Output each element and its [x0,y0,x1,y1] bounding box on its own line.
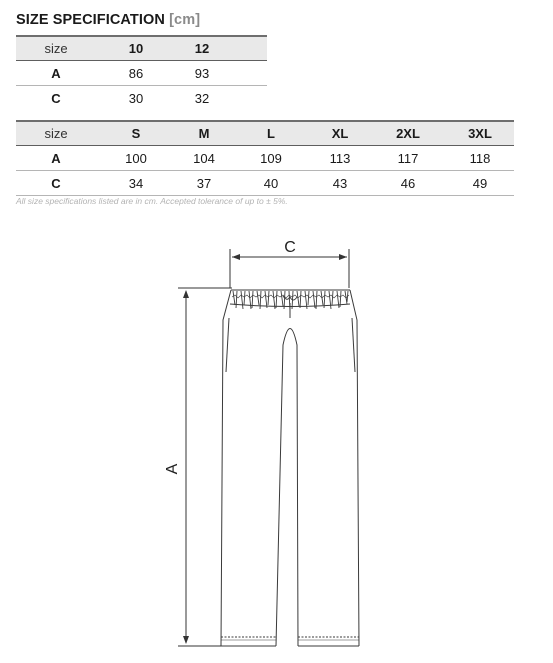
row-label: C [16,171,96,196]
dimension-c-label: C [284,239,296,256]
tolerance-note: All size specifications listed are in cm. Accepted tolerance of up to ± 5%. [16,196,288,206]
table-cell: 113 [310,146,370,171]
table-cell: 93 [176,61,228,86]
header-cell: 3XL [446,121,514,146]
table-cell: 32 [194,90,210,106]
header-cell: M [176,121,232,146]
trousers-outline [221,290,359,646]
header-cell: size [16,121,96,146]
table-cell: 100 [96,146,176,171]
title-main: SIZE SPECIFICATION [16,12,165,28]
table-cell: 40 [232,171,310,196]
header-cell: size [16,36,96,61]
header-cell: 2XL [370,121,446,146]
table-cell: 49 [446,171,514,196]
header-cell: 10 [96,36,176,61]
dimension-a [178,288,232,646]
row-label: C [51,90,61,106]
row-label: A [16,61,96,86]
header-cell: L [232,121,310,146]
table-cell: 37 [176,171,232,196]
table-cell: 43 [310,171,370,196]
header-cell: 12 [176,36,228,61]
table-cell: 30 [128,90,144,106]
table-cell: 104 [176,146,232,171]
table-cell: 109 [232,146,310,171]
header-cell: S [96,121,176,146]
header-cell: XL [310,121,370,146]
table-cell: 117 [370,146,446,171]
dimension-a-label: A [164,463,181,475]
row-label: A [16,146,96,171]
table-cell: 46 [370,171,446,196]
table-cell: 118 [446,146,514,171]
table-cell: 34 [96,171,176,196]
title-unit: [cm] [169,12,201,28]
table-cell: 86 [96,61,176,86]
